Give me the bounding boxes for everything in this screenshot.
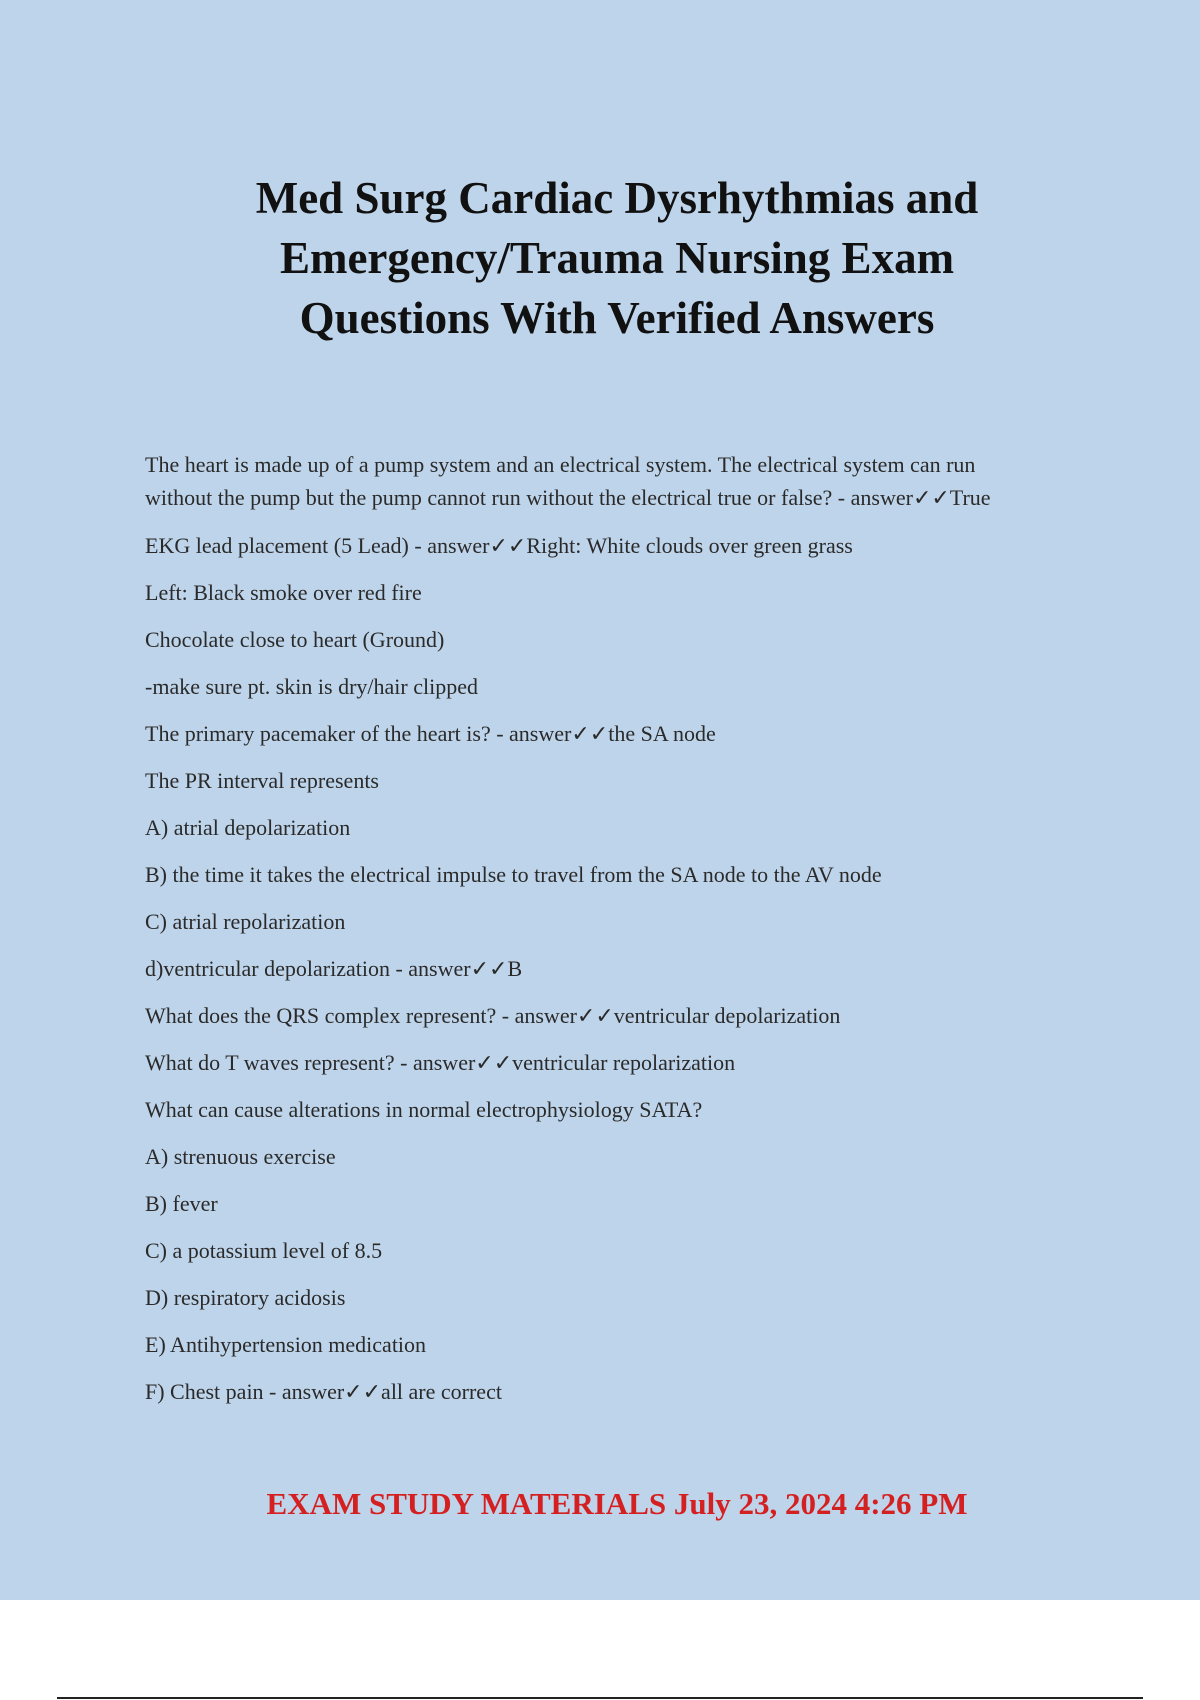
title-line: Med Surg Cardiac Dysrhythmias and: [255, 173, 979, 223]
document-body: [145, 448, 1095, 1422]
document-title: [150, 168, 1084, 348]
qa-line: A) atrial depolarization: [145, 815, 351, 840]
qa-line: -make sure pt. skin is dry/hair clipped: [145, 674, 478, 699]
qa-line: What does the QRS complex represent? - answer✓✓ventricular depolarization: [145, 1003, 841, 1028]
qa-line: D) respiratory acidosis: [145, 1285, 346, 1310]
qa-line: A) strenuous exercise: [145, 1144, 336, 1169]
qa-line: F) Chest pain - answer✓✓all are correct: [145, 1379, 502, 1404]
intro-line: The heart is made up of a pump system and an electrical system. The electrical system can run: [145, 452, 976, 477]
title-line: Questions With Verified Answers: [299, 293, 935, 343]
qa-line: What can cause alterations in normal electrophysiology SATA?: [145, 1097, 703, 1122]
intro-line: without the pump but the pump cannot run without the electrical true or false? - answer✓✓True: [145, 485, 991, 510]
qa-line: C) atrial repolarization: [145, 909, 346, 934]
intro-paragraph: [145, 448, 1095, 514]
qa-line: Left: Black smoke over red fire: [145, 580, 422, 605]
qa-line: The primary pacemaker of the heart is? - answer✓✓the SA node: [145, 721, 716, 746]
title-line: Emergency/Trauma Nursing Exam: [279, 233, 955, 283]
exam-study-materials-stamp: EXAM STUDY MATERIALS July 23, 2024 4:26 PM: [266, 1486, 968, 1521]
qa-line: Chocolate close to heart (Ground): [145, 627, 445, 652]
qa-line: What do T waves represent? - answer✓✓ventricular repolarization: [145, 1050, 736, 1075]
qa-line: B) fever: [145, 1191, 218, 1216]
qa-line: EKG lead placement (5 Lead) - answer✓✓Right: White clouds over green grass: [145, 533, 853, 558]
qa-line: The PR interval represents: [145, 768, 379, 793]
qa-line: C) a potassium level of 8.5: [145, 1238, 383, 1263]
qa-line: B) the time it takes the electrical impulse to travel from the SA node to the AV node: [145, 862, 882, 887]
page-bottom-rule: [57, 1697, 1143, 1699]
qa-line: d)ventricular depolarization - answer✓✓B: [145, 956, 523, 981]
qa-line: E) Antihypertension medication: [145, 1332, 427, 1357]
